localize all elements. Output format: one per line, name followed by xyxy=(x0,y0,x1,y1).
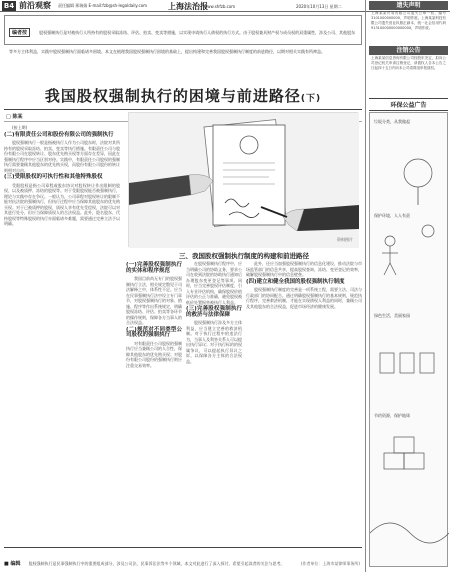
paragraph: 对有限责任公司股权的强制执行应当兼顾公司的人合性，保障其他股东的优先购买权；对股份有限公司股份的强制执行则应注重交易效率。 xyxy=(126,340,182,368)
main-article-area xyxy=(4,15,362,569)
loss-statement-notice xyxy=(369,1,448,32)
newspaper-url[interactable]: www.shfzb.com xyxy=(204,4,236,9)
paragraph: 在股权强制执行程序中，应当明确公司的协助义务，要求公司在收到法院的协助执行通知后办理股东变更登记等事项。同时，应当完善股权评估制度，引入专业评估机构，确保股权价值评估的公正与准确，避免股权被低价处置损害被执行人利益。 xyxy=(186,261,242,305)
illustration-caption: 资料图片 xyxy=(337,237,353,242)
loss-statement-body: 上海某某贸易有限公司遗失公章一枚，编号3101000000000，声明作废。上海某某科技有限公司遗失营业执照正副本，统一社会信用代码91310000000000000X，声明作废。 xyxy=(371,11,446,30)
ad-slogan-3: 绿色生活，美丽家园 xyxy=(374,313,410,318)
subheading-3-3: (三)完善股权强制执行的救济与法律保障 xyxy=(186,306,242,318)
section-name: 前沿观察 xyxy=(19,1,51,10)
editor-preface-text: 股权强制执行是对被执行人所持有的股权采取冻结、评估、拍卖、变卖等措施，以实现申请执行人债权的执行方式。由于股权兼具财产权与成员权的双重属性，涉及公司、其他股东等多方主体利益，实践中股权强制执行面临诸多困境。本文在梳理我国股权强制执行困境的基础上，提出构建和完善我国股权强制执行制度的前进路径，以期对相关实践有所裨益。 xyxy=(9,30,356,54)
section-3-heading: 三、我国股权强制执行制度的构建和前进路径 xyxy=(179,252,309,260)
editor-note-text: 股权强制执行是民事强制执行中的重要组成部分，涉及公司法、民事诉讼法等多个领域，本文对此进行了深入探讨，希望引起读者的关注与思考。 xyxy=(28,561,285,566)
ad-slogan-2: 保护环境，人人有责 xyxy=(374,213,410,218)
article-column-3 xyxy=(186,261,242,545)
ad-slogan-1: 垃圾分类，从我做起 xyxy=(374,119,410,124)
newspaper-title: 上海法治报 xyxy=(168,1,208,11)
article-column-4 xyxy=(246,261,362,545)
ad-slogan-4: 节约资源，保护地球 xyxy=(374,413,410,418)
paragraph: 此外，还应当加强股权强制执行的信息化建设，推动法院与市场监管部门的信息共享，提高股权查询、冻结、变更登记的效率，破解股权强制执行中的信息壁垒。 xyxy=(246,261,362,277)
article-title-suffix: (下) xyxy=(300,94,322,104)
deregistration-title: 注销公告 xyxy=(369,46,448,55)
right-sidebar xyxy=(365,0,449,572)
editor-note xyxy=(4,547,362,569)
article-column-1 xyxy=(4,125,120,545)
paragraph: 受限股权是指公司章程或股东协议对股权转让作出限制的股权，以及被质押、冻结的股权等。对于受限股权能否被强制执行，理论与实践中存在争议。一般认为，公司章程对股权转让的限制不能对抗法院的强制执行，但执行过程中应当保障其他股东的优先购买权。对于已被质押的股权，质权人享有优先受偿权，法院可以对其进行处分，但应当保障质权人的合法权益。此外，隐名股东、代持股权等特殊股权的执行亦面临诸多难题，需要通过完善立法予以明确。 xyxy=(4,182,120,226)
loss-statement-title: 遗失声明 xyxy=(369,1,448,10)
deregistration-body: 上海某某信息咨询有限公司经股东决定，拟向公司登记机关申请注销登记，请债权人自本公告之日起四十五日内向本公司清算组申报债权。 xyxy=(371,56,446,70)
subheading-3-4: (四)建立和健全我国的股权强制执行制度 xyxy=(246,278,345,285)
author-affiliation: (作者单位：上海市某律师事务所) xyxy=(300,561,360,566)
subheading-3-2: (二)规范对不同类型公司股权的强制执行 xyxy=(126,326,182,338)
editor-preface-tag: 编者按 xyxy=(9,28,30,37)
subheading-3-1: (一)完善股权强制执行的实体和程序规范 xyxy=(126,262,182,274)
paragraph: 股权强制执行涉及多方主体利益，应当建立完善的救济机制。对于执行过程中的违法行为，当事人及利害关系人可以提出执行异议；对于执行标的的权属争议，可以提起执行异议之诉，以保障各方主体的合法权益。 xyxy=(186,320,242,364)
subheading-2-2: (二)有限责任公司和股份有限公司的强制执行 xyxy=(4,131,114,138)
editor-note-tag: ■ 编辑 xyxy=(4,561,21,567)
subheading-2-3: (三)受限股权的可执行性和其他特殊股权 xyxy=(4,174,103,180)
article-title-text: 我国股权强制执行的困境与前进路径 xyxy=(44,87,301,105)
editor-meta: 责任编辑 邢瑞娟 E-mail:fzb@sh-legaldaily.com xyxy=(58,3,148,8)
contract-signing-illustration xyxy=(129,113,359,248)
environment-ad-illustration xyxy=(370,113,449,568)
continued-note: (接上期) xyxy=(12,125,28,130)
public-service-ad xyxy=(369,112,448,567)
deregistration-notice xyxy=(369,46,448,72)
issue-date: 2020年10月13日 星期二 xyxy=(296,4,342,9)
paragraph: 股权强制执行一般是指被执行人作为公司股东时，法院对其所持有的股权采取冻结、拍卖、变卖等执行措施。有限责任公司与股份有限公司在股权转让、股东优先购买权等方面存在差异，因此在强制执行程序中应当区别对待。实践中，有限责任公司股权的强制执行需要兼顾其他股东的优先购买权，而股份有限公司股份的转让则相对自由。 xyxy=(4,140,120,173)
editor-preface-box xyxy=(4,15,362,54)
article-title xyxy=(4,85,362,106)
page-number-badge: B4 xyxy=(3,2,15,10)
paragraph: 我国目前尚无专门的股权强制执行立法，相关规定散见于司法解释之中，体系性不足。应当在民事强制执行法中设立专门章节，对股权强制执行的对象、措施、程序等作出系统规定，明确股权冻结、评估、拍卖等各环节的操作规则，保障各方当事人的合法权益。 xyxy=(126,276,182,325)
article-author: □ 陈某 xyxy=(6,114,23,120)
public-service-ad-title: 环保公益广告 xyxy=(369,98,448,111)
article-column-2 xyxy=(126,261,182,545)
article-illustration xyxy=(128,112,358,247)
paragraph: 股权强制执行制度的完善是一项系统工程，需要立法、司法与行政部门的协同配合。通过明确股权强制执行的基本规则，规范执行程序，完善救济机制，才能在实现债权人利益的同时，兼顾公司及其他股东的合法权益，促进市场经济的健康发展。 xyxy=(246,287,362,309)
title-divider xyxy=(4,109,362,110)
